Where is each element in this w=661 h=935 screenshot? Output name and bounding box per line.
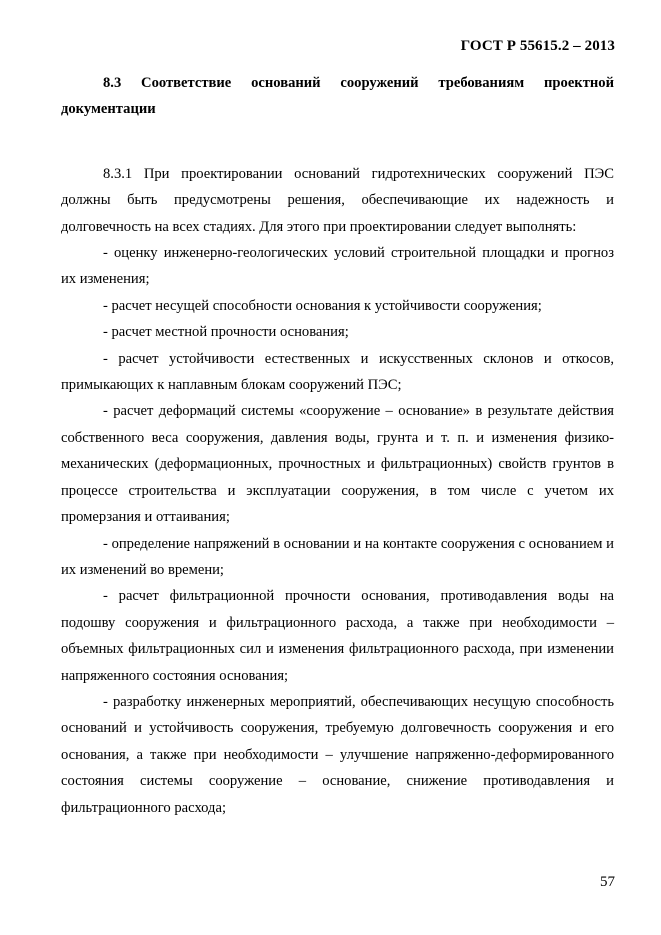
section-heading: 8.3 Соответствие оснований сооружений требованиям проектной документации bbox=[61, 75, 614, 118]
paragraph-intro: 8.3.1 При проектировании оснований гидротехнических сооружений ПЭС должны быть предусмотрены решения, обеспечивающие их надежность и долговечность на всех стадиях. Для этого при проектировании следует выполнять: bbox=[61, 165, 614, 235]
list-item-stresses: - определение напряжений в основании и на контакте сооружения с основанием и их изменений во времени; bbox=[61, 535, 614, 578]
standard-designation: ГОСТ Р 55615.2 – 2013 bbox=[460, 38, 615, 54]
list-item-deformations: - расчет деформаций системы «сооружение – основание» в результате действия собственного веса сооружения, давления воды, грунта и т. п. и изменения физико-механических (деформационных, прочностных и фильтрационных) свойств грунтов в процессе строительства и эксплуатации сооружения, в том числе с учетом их промерзания и оттаивания; bbox=[61, 403, 614, 526]
list-item-engineering-measures: - разработку инженерных мероприятий, обеспечивающих несущую способность оснований и устойчивость сооружения, требуемую долговечность сооружения и его основания, а также при необходимости – улучшение напряженно-деформированного состояния системы сооружение – основание, снижение противодавления и фильтрационного расхода; bbox=[61, 693, 614, 816]
list-item-filtration: - расчет фильтрационной прочности основания, противодавления воды на подошву сооружения и фильтрационного расхода, а также при необходимости – объемных фильтрационных сил и изменения фильтрационного расхода, при изменении напряженного состояния основания; bbox=[61, 588, 614, 684]
list-item-geology: - оценку инженерно-геологических условий строительной площадки и прогноз их изменения; bbox=[61, 245, 614, 288]
list-item-slope-stability: - расчет устойчивости естественных и искусственных склонов и откосов, примыкающих к наплавным блокам сооружений ПЭС; bbox=[61, 350, 614, 394]
page-content bbox=[61, 70, 614, 821]
list-item-bearing-capacity: - расчет несущей способности основания к устойчивости сооружения; bbox=[103, 297, 542, 314]
list-item-local-strength: - расчет местной прочности основания; bbox=[103, 324, 349, 341]
page-number: 57 bbox=[600, 874, 615, 890]
